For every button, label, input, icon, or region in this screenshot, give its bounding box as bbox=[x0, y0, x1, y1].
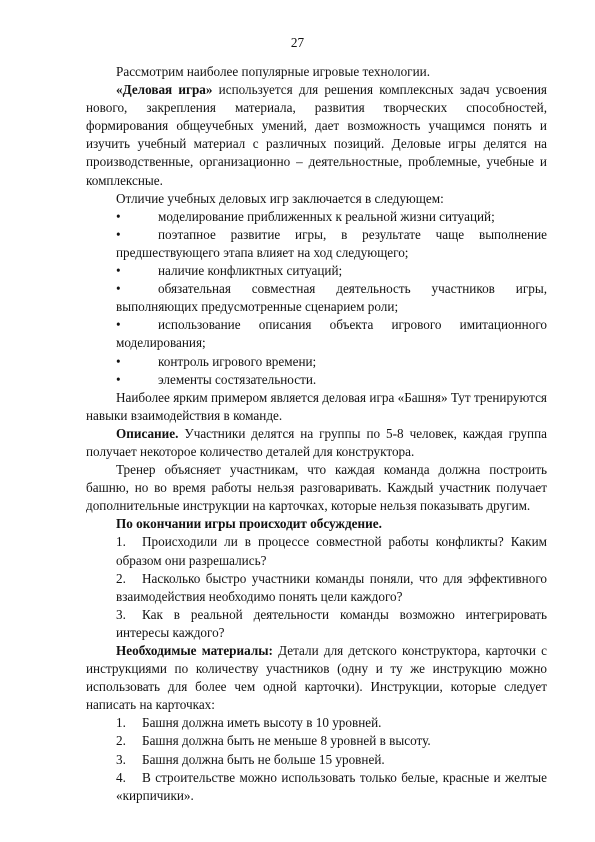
bullet-marker: • bbox=[116, 317, 121, 333]
business-game-paragraph bbox=[86, 81, 547, 190]
page-number: 27 bbox=[290, 35, 305, 50]
questions-list bbox=[86, 533, 547, 642]
list-item-text: поэтапное развитие игры, в результате чаще выполнение предшествующего этапа влияет на ход следующего; bbox=[116, 226, 547, 260]
list-item bbox=[86, 714, 547, 732]
list-item bbox=[86, 208, 547, 226]
list-item-text: Башня должна быть не больше 15 уровней. bbox=[142, 751, 385, 767]
list-item-text: Башня должна иметь высоту в 10 уровней. bbox=[142, 715, 382, 731]
intro-paragraph: Рассмотрим наиболее популярные игровые технологии. bbox=[116, 64, 430, 79]
bullet-marker: • bbox=[116, 226, 121, 242]
list-item-text: В строительстве можно использовать только белые, красные и желтые «кирпичики». bbox=[116, 769, 547, 803]
list-item bbox=[86, 371, 547, 389]
list-item-text: обязательная совместная деятельность участников игры, выполняющих предусмотренные сценарием роли; bbox=[116, 281, 547, 315]
difference-paragraph: Отличие учебных деловых игр заключается в следующем: bbox=[116, 190, 444, 206]
item-number: 1. bbox=[116, 534, 126, 550]
list-item bbox=[86, 533, 547, 569]
bullet-marker: • bbox=[116, 208, 121, 224]
instructions-list bbox=[86, 714, 547, 804]
list-item-text: моделирование приближенных к реальной жизни ситуаций; bbox=[158, 208, 495, 224]
description-text: Участники делятся на группы по 5-8 человек, каждая группа получает некоторое количество деталей для конструктора. bbox=[86, 425, 547, 459]
list-item bbox=[86, 732, 547, 750]
list-item bbox=[86, 262, 547, 280]
business-game-text: используется для решения комплексных задач усвоения нового, закрепления материала, развития творческих способностей, формирования общеучебных умений, дает возможность учащимся понять и изучить учебный материал с различных позиций. Деловые игры делятся на производственные, организационно – деятельностные, проблемные, учебные и комплексные. bbox=[86, 82, 547, 188]
bullet-marker: • bbox=[116, 281, 121, 297]
page-body bbox=[86, 63, 547, 805]
list-item bbox=[86, 316, 547, 352]
list-item-text: Как в реальной деятельности команды возможно интегрировать интересы каждого? bbox=[116, 606, 547, 640]
item-number: 3. bbox=[116, 751, 126, 767]
list-item bbox=[86, 769, 547, 805]
features-list bbox=[86, 208, 547, 389]
list-item-text: элементы состязательности. bbox=[158, 371, 317, 387]
list-item-text: Насколько быстро участники команды поняли, что для эффективного взаимодействия необходимо понять цели каждого? bbox=[116, 570, 547, 604]
item-number: 4. bbox=[116, 769, 126, 785]
item-number: 3. bbox=[116, 606, 126, 622]
list-item bbox=[86, 226, 547, 262]
list-item-text: наличие конфликтных ситуаций; bbox=[158, 263, 343, 279]
discussion-heading: По окончании игры происходит обсуждение. bbox=[116, 516, 382, 532]
description-label: Описание. bbox=[116, 425, 179, 441]
list-item-text: использование описания объекта игрового имитационного моделирования; bbox=[116, 317, 547, 351]
bullet-marker: • bbox=[116, 263, 121, 279]
materials-label: Необходимые материалы: bbox=[116, 643, 273, 658]
list-item-text: Происходили ли в процессе совместной работы конфликты? Каким образом они разрешались? bbox=[116, 534, 547, 568]
item-number: 2. bbox=[116, 570, 126, 586]
list-item bbox=[86, 606, 547, 642]
materials-paragraph bbox=[86, 642, 547, 714]
business-game-term: «Деловая игра» bbox=[116, 82, 213, 98]
description-paragraph bbox=[86, 425, 547, 461]
list-item bbox=[86, 570, 547, 606]
item-number: 1. bbox=[116, 715, 126, 731]
trainer-paragraph: Тренер объясняет участникам, что каждая команда должна построить башню, но во время работы нельзя разговаривать. Каждый участник получает дополнительные инструкции на карточках, которые нельзя показывать другим. bbox=[86, 462, 547, 514]
example-paragraph: Наиболее ярким примером является деловая игра «Башня» Тут тренируются навыки взаимодействия в команде. bbox=[86, 389, 547, 423]
bullet-marker: • bbox=[116, 371, 121, 387]
list-item-text: Башня должна быть не меньше 8 уровней в высоту. bbox=[142, 733, 431, 749]
bullet-marker: • bbox=[116, 353, 121, 369]
item-number: 2. bbox=[116, 733, 126, 749]
materials-text: Детали для детского конструктора, карточки с инструкциями по количеству участников (одну и ту же инструкцию можно использовать для более чем одной карточки). Инструкции, которые следует написать на карточках: bbox=[86, 643, 547, 713]
list-item bbox=[86, 751, 547, 769]
list-item-text: контроль игрового времени; bbox=[158, 353, 317, 369]
list-item bbox=[86, 280, 547, 316]
list-item bbox=[86, 353, 547, 371]
